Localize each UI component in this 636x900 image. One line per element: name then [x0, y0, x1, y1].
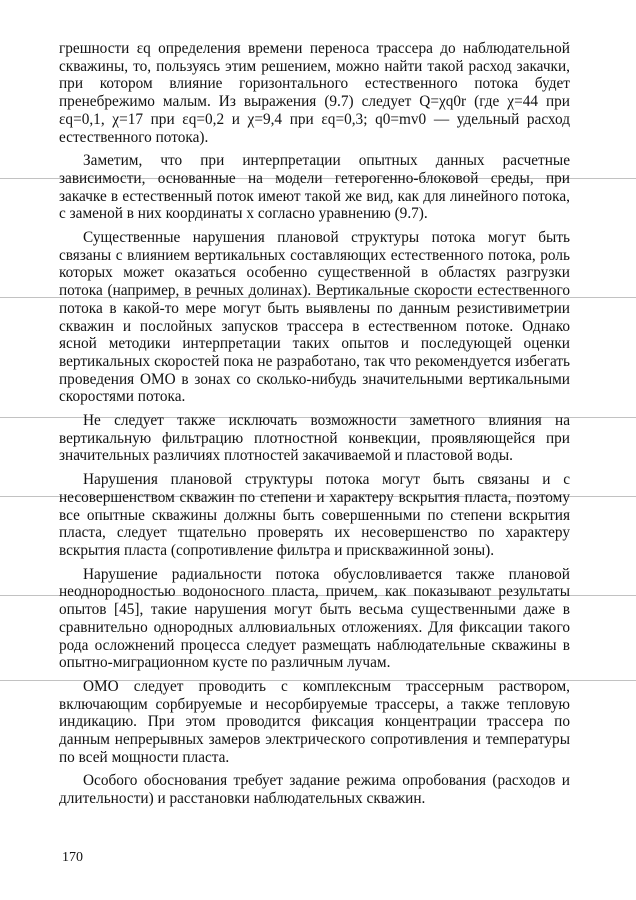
- paragraph: грешности εq определения времени переноса трассера до наблюдательной скважины, то, пользуясь этим решением, можно найти такой расход закачки, при котором влияние горизонтального естественного потока будет пренебрежимо малым. Из выражения (9.7) следует Q=χq0r (где χ=44 при εq=0,1, χ=17 при εq=0,2 и χ=9,4 при εq=0,3; q0=mv0 — удельный расход естественного потока).: [59, 40, 570, 146]
- page-number: 170: [62, 850, 83, 865]
- paragraph: Нарушения плановой структуры потока могут быть связаны и с несовершенством скважин по степени и характеру вскрытия пласта, поэтому все опытные скважины должны быть совершенными по степени вскрытия пласта, следует тщательно проверять их несовершенство по характеру вскрытия пласта (сопротивление фильтра и прискважинной зоны).: [59, 471, 570, 559]
- paragraph: Особого обоснования требует задание режима опробования (расходов и длительности) и расстановки наблюдательных скважин.: [59, 772, 570, 808]
- paragraph: Нарушение радиальности потока обусловливается также плановой неоднородностью водоносного пласта, причем, как показывают результаты опытов [45], такие нарушения могут быть весьма существенными даже в сравнительно однородных аллювиальных отложениях. Для фиксации такого рода осложнений процесса следует размещать наблюдательные скважины в опытно-миграционном кусте по различным лучам.: [59, 565, 570, 672]
- paragraph: ОМО следует проводить с комплексным трассерным раствором, включающим сорбируемые и несорбируемые трассеры, а также тепловую индикацию. При этом проводится фиксация концентрации трассера по данным непрерывных замеров электрического сопротивления и температуры по всей мощности пласта.: [59, 677, 570, 766]
- body-text: [59, 40, 570, 814]
- paragraph: Заметим, что при интерпретации опытных данных расчетные зависимости, основанные на модели гетерогенно-блоковой среды, при закачке в естественный поток имеют такой же вид, как для линейного потока, с заменой в них координаты x согласно уравнению (9.7).: [59, 152, 570, 223]
- paragraph: Существенные нарушения плановой структуры потока могут быть связаны с влиянием вертикальных составляющих естественного потока, роль которых может оказаться особенно существенной в областях разгрузки потока (например, в речных долинах). Вертикальные скорости естественного потока в какой-то мере могут быть выявлены по данным резистивиметрии скважин и послойных запусков трассера в естественном потоке. Однако ясной методики интерпретации таких опытов и последующей оценки вертикальных скоростей пока не разработано, так что рекомендуется избегать проведения ОМО в зонах со сколько-нибудь значительными вертикальными скоростями потока.: [59, 229, 570, 406]
- paragraph: Не следует также исключать возможности заметного влияния на вертикальную фильтрацию плотностной конвекции, проявляющейся при значительных различиях плотностей закачиваемой и пластовой воды.: [59, 412, 570, 465]
